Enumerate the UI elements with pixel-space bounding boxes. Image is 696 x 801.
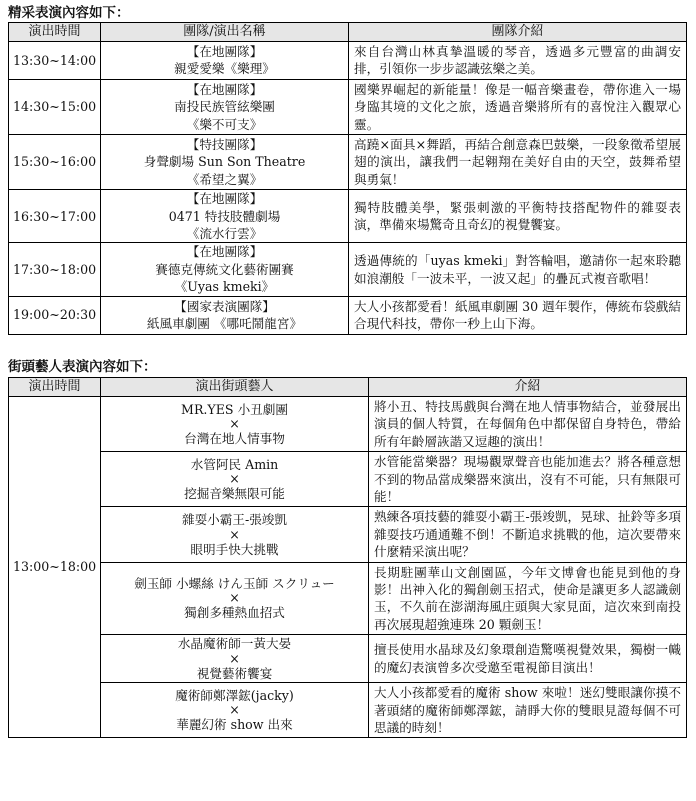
- team-intro-cell: 大人小孩都愛看！紙風車劇團 30 週年製作，傳統布袋戲結合現代科技，帶你一秒上山下海。: [349, 296, 687, 334]
- team-name-line: 【國家表演團隊】: [174, 298, 275, 314]
- team-name-line: 《希望之翼》: [186, 171, 263, 187]
- header-intro: 介紹: [369, 378, 687, 397]
- team-intro-cell: 國樂界崛起的新能量！像是一幅音樂畫卷，帶你進入一場身臨其境的文化之旅，透過音樂將所有的喜悅注入觀眾心靈。: [349, 79, 687, 134]
- cross-mark: ×: [229, 650, 240, 666]
- artist-name-cell: [101, 452, 369, 507]
- table-row: [9, 42, 687, 80]
- artist-intro-cell: 熟練各項技藝的雜耍小霸王-張竣凱，晃球、扯鈴等多項雜耍技巧通通難不倒！不斷追求挑戰的他，這次要帶來什麼精采演出呢？: [369, 507, 687, 562]
- time-cell: 17:30~18:00: [9, 243, 101, 296]
- artist-name: 水晶魔術師一黃大晏: [177, 636, 292, 652]
- time-cell: 13:30~14:00: [9, 42, 101, 80]
- act-title: 眼明手快大挑戰: [190, 541, 279, 557]
- team-name-cell: [101, 79, 349, 134]
- table-row: [9, 683, 687, 738]
- artist-name: 雜耍小霸王-張竣凱: [181, 512, 287, 528]
- artist-name: 劍玉師 小螺絲 けん玉師 スクリュー: [134, 576, 335, 592]
- team-name-line: 紙風車劇團 《哪吒鬧龍宮》: [146, 316, 303, 332]
- team-name-line: 《樂不可支》: [186, 116, 263, 132]
- section-title-performances: 精采表演內容如下：: [8, 5, 130, 21]
- performance-table: [8, 22, 687, 335]
- table-row: [9, 452, 687, 507]
- table-row: [9, 562, 687, 635]
- artist-name: 魔術師鄭澤鋐(jacky): [175, 687, 294, 703]
- header-time: 演出時間: [9, 378, 101, 397]
- team-name-line: 親愛愛樂《樂理》: [174, 61, 275, 77]
- artist-intro-cell: 長期駐團華山文創園區，今年文博會也能見到他的身影！出神入化的獨創劍玉招式，使命是讓更多人認識劍玉，不久前在澎湖海風庄頭與大家見面，這次來到南投再次展現超強連珠 20 顆劍玉！: [369, 562, 687, 635]
- team-name-cell: [101, 135, 349, 190]
- cross-mark: ×: [229, 526, 240, 542]
- team-name-line: 0471 特技肢體劇場: [168, 208, 281, 224]
- header-street-artist: 演出街頭藝人: [101, 378, 369, 397]
- artist-name: 水管阿民 Amin: [190, 456, 279, 472]
- table-row: [9, 190, 687, 243]
- team-intro-cell: 透過傳統的「uyas kmeki」對答輪唱，邀請你一起來聆聽如浪潮般「一波未平，一波又起」的疊瓦式複音歌唱！: [349, 243, 687, 296]
- table-row: [9, 635, 687, 683]
- artist-name-cell: [101, 683, 369, 738]
- artist-name-cell: [101, 507, 369, 562]
- team-name-line: 南投民族管絃樂團: [174, 99, 275, 115]
- team-name-cell: [101, 243, 349, 296]
- artist-name: MR.YES 小丑劇團: [181, 401, 288, 417]
- artist-intro-cell: 大人小孩都愛看的魔術 show 來啦！迷幻雙眼讓你摸不著頭緒的魔術師鄭澤鋐，請睜大你的雙眼見證每個不可思議的時刻！: [369, 683, 687, 738]
- table-row: [9, 79, 687, 134]
- cross-mark: ×: [229, 416, 240, 432]
- team-name-line: 賽德克傳統文化藝術團賽: [155, 261, 294, 277]
- section-title-street-artists: 街頭藝人表演內容如下：: [8, 359, 157, 375]
- team-name-line: 身聲劇場 Sun Son Theatre: [143, 154, 306, 170]
- team-name-line: 【在地團隊】: [186, 81, 263, 97]
- team-name-line: 【在地團隊】: [186, 244, 263, 260]
- street-artist-table: [8, 377, 687, 738]
- artist-intro-cell: 擅長使用水晶球及幻象環創造驚嘆視覺效果，獨樹一幟的魔幻表演曾多次受邀至電視節目演出！: [369, 635, 687, 683]
- cross-mark: ×: [229, 471, 240, 487]
- time-cell: 19:00~20:30: [9, 296, 101, 334]
- cross-mark: ×: [229, 590, 240, 606]
- time-cell: 16:30~17:00: [9, 190, 101, 243]
- team-name-line: 【特技團隊】: [186, 137, 263, 153]
- team-intro-cell: 來自台灣山林真摯溫暖的琴音，透過多元豐富的曲調安排，引領你一步步認識弦樂之美。: [349, 42, 687, 80]
- table-header-row: [9, 378, 687, 397]
- table-row: [9, 507, 687, 562]
- team-intro-cell: 獨特肢體美學，緊張刺激的平衡特技搭配物件的雜耍表演，準備來場驚奇且奇幻的視覺饗宴。: [349, 190, 687, 243]
- header-team-intro: 團隊介紹: [349, 23, 687, 42]
- cross-mark: ×: [229, 702, 240, 718]
- team-name-cell: [101, 190, 349, 243]
- act-title: 華麗幻術 show 出來: [176, 717, 293, 733]
- header-time: 演出時間: [9, 23, 101, 42]
- time-cell: 15:30~16:00: [9, 135, 101, 190]
- artist-name-cell: [101, 635, 369, 683]
- team-name-line: 《流水行雲》: [186, 226, 263, 242]
- artist-intro-cell: 水管能當樂器？現場觀眾聲音也能加進去？將各種意想不到的物品當成樂器來演出，沒有不可能，只有無限可能！: [369, 452, 687, 507]
- team-name-line: 《Uyas kmeki》: [174, 279, 275, 295]
- time-cell: 14:30~15:00: [9, 79, 101, 134]
- table-row: [9, 135, 687, 190]
- team-name-line: 【在地團隊】: [186, 191, 263, 207]
- act-title: 視覺藝術饗宴: [196, 665, 273, 681]
- artist-intro-cell: 將小丑、特技馬戲與台灣在地人情事物結合，並發展出演員的個人特質，在每個角色中都保留自身特色，帶給所有年齡層詼諧又逗趣的演出！: [369, 397, 687, 452]
- act-title: 挖掘音樂無限可能: [184, 486, 285, 502]
- table-row: [9, 296, 687, 334]
- team-name-cell: [101, 296, 349, 334]
- header-team-name: 團隊/演出名稱: [101, 23, 349, 42]
- artist-name-cell: [101, 562, 369, 635]
- time-cell: 13:00~18:00: [9, 397, 101, 738]
- act-title: 獨創多種熱血招式: [184, 605, 285, 621]
- team-intro-cell: 高蹺×面具×舞蹈，再結合創意森巴鼓樂，一段象徵希望展翅的演出，讓我們一起翱翔在美好自由的天空，鼓舞希望與勇氣！: [349, 135, 687, 190]
- act-title: 台灣在地人情事物: [184, 431, 285, 447]
- team-name-line: 【在地團隊】: [186, 44, 263, 59]
- table-header-row: [9, 23, 687, 42]
- table-row: [9, 397, 687, 452]
- artist-name-cell: [101, 397, 369, 452]
- team-name-cell: [101, 42, 349, 80]
- table-row: [9, 243, 687, 296]
